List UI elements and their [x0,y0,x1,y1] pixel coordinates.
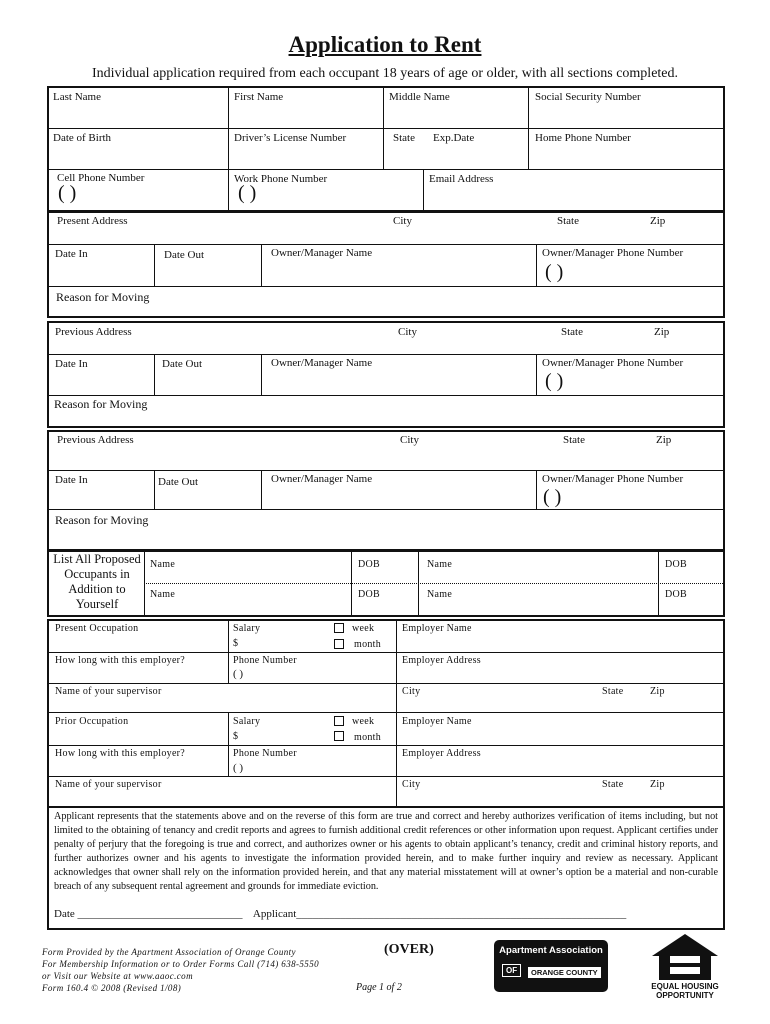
signature-line [54,908,626,920]
present-zip-field[interactable]: Zip [650,215,666,227]
present-reason-field[interactable]: Reason for Moving [56,290,150,304]
cell-phone-parens: ( ) [58,182,77,204]
work-phone-parens: ( ) [238,182,257,204]
previous-1-date-in-field[interactable]: Date In [55,358,88,370]
previous-2-owner-phone-parens: ( ) [543,486,562,508]
cell-phone-field[interactable]: Cell Phone Number [57,172,145,184]
previous-2-reason-field[interactable]: Reason for Moving [55,513,149,527]
ssn-field[interactable]: Social Security Number [535,91,641,103]
present-month-label: month [354,639,382,650]
previous-address-section-1 [47,321,725,428]
equal-housing-line-2: OPPORTUNITY [656,991,714,1000]
previous-1-date-out-field[interactable]: Date Out [162,358,203,370]
apartment-association-logo [494,940,608,992]
present-how-long-field[interactable]: How long with this employer? [55,655,186,666]
occupant-1-name-field[interactable]: Name [150,559,176,570]
occupant-2-name-field[interactable]: Name [427,559,453,570]
aaoc-logo-title: Apartment Association [499,945,603,956]
previous-2-city-field[interactable]: City [400,434,419,446]
prior-employer-name-field[interactable]: Employer Name [402,716,472,727]
page-number: Page 1 of 2 [356,982,402,993]
previous-2-zip-field[interactable]: Zip [656,434,672,446]
present-city-field[interactable]: City [393,215,412,227]
present-employer-address-field[interactable]: Employer Address [402,655,481,666]
email-field[interactable]: Email Address [429,173,494,185]
applicant-info-section [47,86,725,212]
previous-1-state-field[interactable]: State [561,326,583,338]
prior-occupation-field[interactable]: Prior Occupation [55,716,129,727]
prior-employer-address-field[interactable]: Employer Address [402,748,481,759]
applicant-signature-field[interactable]: Applicant____________________________________________________________ [252,908,627,920]
occupant-3-dob-field[interactable]: DOB [358,589,381,600]
present-supervisor-field[interactable]: Name of your supervisor [55,686,162,697]
previous-1-zip-field[interactable]: Zip [654,326,670,338]
home-phone-field[interactable]: Home Phone Number [535,132,631,144]
prior-employer-state-field[interactable]: State [602,779,624,790]
first-name-field[interactable]: First Name [234,91,284,103]
certification-text: Applicant represents that the statements above and on the reverse of this form are true and correct and hereby authorizes verification of items including, but not limited to the obtaining of tenancy and credit reports and agrees to furnish additional credit references or other information upon request. Applicant certifies under penalty of perjury that the foregoing is true and correct, and authorizes owner or his agents to obtain applicant’s tenancy, credit and criminal history reports, and further authorizes owner and his agents to investigate the information provided herein, and to make further inquiry and review as necessary. Applicant acknowledges that owner shall rely on the information provided herein, and that any material misstatement will at owner’s option be a material and non-curable breach of any subsequent rental agreement and grounds for immediate eviction. [54,811,718,892]
prior-month-checkbox[interactable] [334,731,344,741]
occupant-2-dob-field[interactable]: DOB [665,559,688,570]
present-date-in-field[interactable]: Date In [55,248,88,260]
previous-1-owner-name-field[interactable]: Owner/Manager Name [271,357,373,369]
previous-2-owner-phone-field[interactable]: Owner/Manager Phone Number [542,473,684,485]
form-subtitle: Individual application required from each occupant 18 years of age or older, with all sections completed. [91,66,679,81]
form-title: Application to Rent [288,32,482,57]
present-employer-city-field[interactable]: City [402,686,421,697]
previous-1-owner-phone-parens: ( ) [545,370,564,392]
present-week-label: week [352,623,375,634]
license-exp-date-field[interactable]: Exp.Date [433,132,475,144]
footer-line-1: Form Provided by the Apartment Association of Orange County [42,947,296,957]
present-address-field[interactable]: Present Address [57,215,128,227]
equal-housing-line-1: EQUAL HOUSING [651,982,719,991]
occupants-heading: List All Proposed Occupants in Addition to Yourself [53,552,141,611]
previous-2-state-field[interactable]: State [563,434,585,446]
prior-month-label: month [354,732,382,743]
aaoc-logo-of: OF [502,964,521,977]
prior-week-checkbox[interactable] [334,716,344,726]
present-state-field[interactable]: State [557,215,579,227]
previous-1-city-field[interactable]: City [398,326,417,338]
footer-line-4: Form 160.4 © 2008 (Revised 1/08) [42,983,182,993]
occupant-4-dob-field[interactable]: DOB [665,589,688,600]
occupant-3-name-field[interactable]: Name [150,589,176,600]
present-employer-phone-field[interactable]: Phone Number [233,655,297,666]
previous-1-reason-field[interactable]: Reason for Moving [54,397,148,411]
present-employer-zip-field[interactable]: Zip [650,686,665,697]
previous-address-2-field[interactable]: Previous Address [57,434,134,446]
date-signature-field[interactable]: Date ______________________________ [54,908,243,920]
date-of-birth-field[interactable]: Date of Birth [53,132,112,144]
previous-2-owner-name-field[interactable]: Owner/Manager Name [271,473,373,485]
occupant-4-name-field[interactable]: Name [427,589,453,600]
present-month-checkbox[interactable] [334,639,344,649]
footer-line-2: For Membership Information or to Order Forms Call (714) 638-5550 [42,959,320,969]
equal-housing-house-icon [648,932,722,982]
last-name-field[interactable]: Last Name [53,91,101,103]
present-employer-name-field[interactable]: Employer Name [402,623,472,634]
present-occupation-field[interactable]: Present Occupation [55,623,139,634]
drivers-license-field[interactable]: Driver’s License Number [234,132,347,144]
present-week-checkbox[interactable] [334,623,344,633]
footer-info [42,946,319,994]
prior-employer-phone-parens: ( ) [233,762,244,774]
footer-line-3: or Visit our Website at www.aaoc.com [42,971,193,981]
present-employer-state-field[interactable]: State [602,686,624,697]
prior-how-long-field[interactable]: How long with this employer? [55,748,186,759]
license-state-field[interactable]: State [393,132,415,144]
previous-2-date-in-field[interactable]: Date In [55,474,88,486]
previous-address-1-field[interactable]: Previous Address [55,326,132,338]
equal-housing-logo [648,932,722,1004]
prior-employer-city-field[interactable]: City [402,779,421,790]
prior-employer-phone-field[interactable]: Phone Number [233,748,297,759]
aaoc-logo-county: ORANGE COUNTY [528,967,601,978]
present-employer-phone-parens: ( ) [233,668,244,680]
over-label: (OVER) [384,942,434,957]
present-owner-name-field[interactable]: Owner/Manager Name [271,247,373,259]
present-salary-dollar: $ [233,638,239,649]
prior-salary-dollar: $ [233,731,239,742]
previous-address-section-2 [47,430,725,551]
work-phone-field[interactable]: Work Phone Number [234,173,328,185]
prior-employer-zip-field[interactable]: Zip [650,779,665,790]
prior-supervisor-field[interactable]: Name of your supervisor [55,779,162,790]
previous-1-owner-phone-field[interactable]: Owner/Manager Phone Number [542,357,684,369]
present-owner-phone-field[interactable]: Owner/Manager Phone Number [542,247,684,259]
present-date-out-field[interactable]: Date Out [164,249,205,261]
present-owner-phone-parens: ( ) [545,261,564,283]
previous-2-date-out-field[interactable]: Date Out [158,476,199,488]
prior-salary-field[interactable]: Salary [233,716,261,727]
occupant-1-dob-field[interactable]: DOB [358,559,381,570]
middle-name-field[interactable]: Middle Name [389,91,450,103]
prior-week-label: week [352,716,375,727]
present-salary-field[interactable]: Salary [233,623,261,634]
